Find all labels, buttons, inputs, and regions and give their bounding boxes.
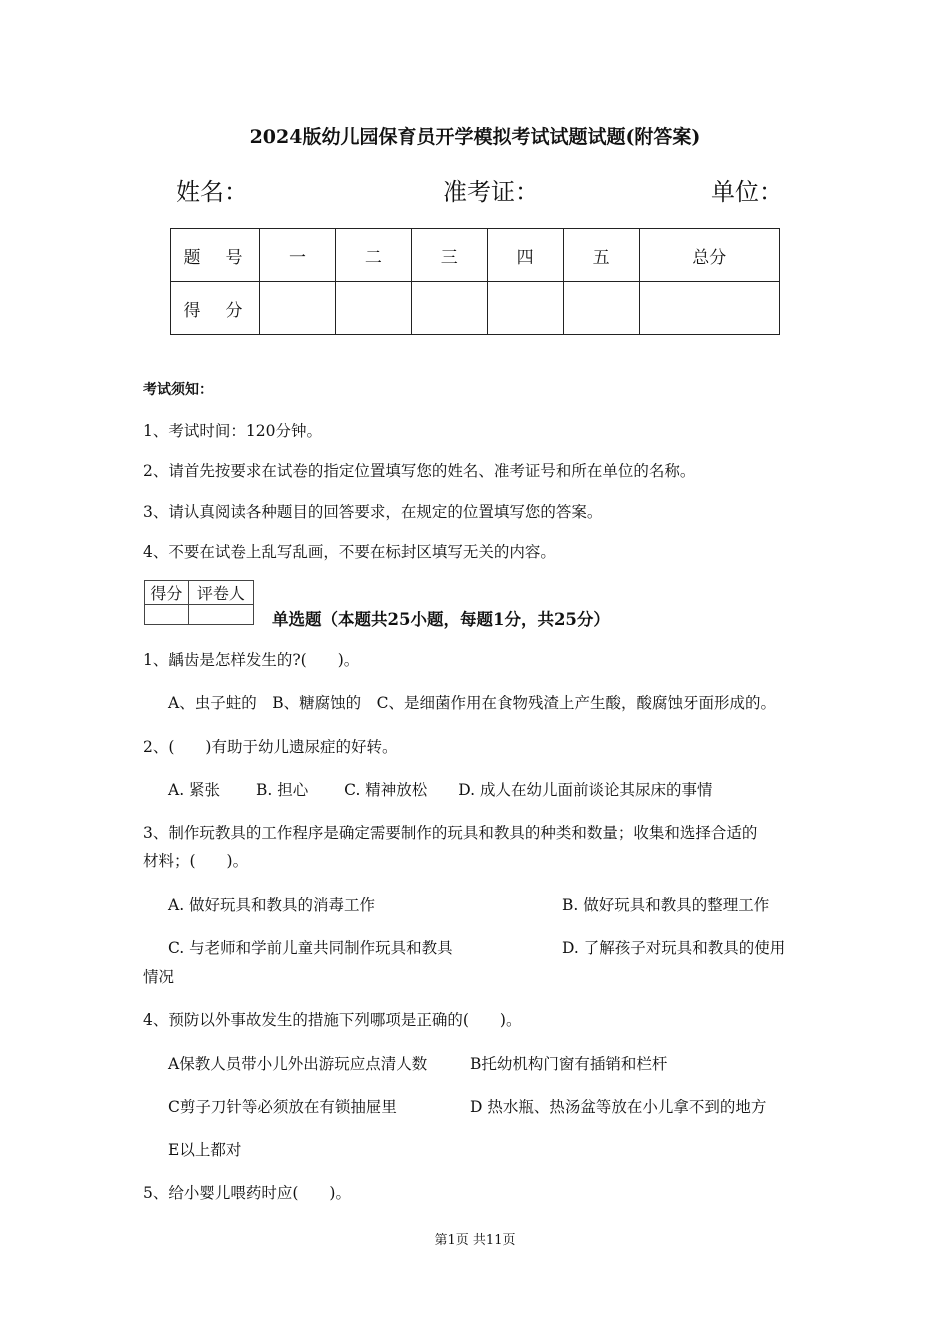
- question-3-option-b: B. 做好玩具和教具的整理工作: [562, 896, 770, 914]
- question-4-option-e: E以上都对: [168, 1141, 242, 1159]
- score-cell[interactable]: [411, 282, 487, 335]
- question-1-options: A、虫子蛀的 B、糖腐蚀的 C、是细菌作用在食物残渣上产生酸，酸腐蚀牙面形成的。: [168, 694, 776, 712]
- question-4-option-a: A保教人员带小儿外出游玩应点清人数: [168, 1055, 428, 1073]
- question-2: 2、( )有助于幼儿遗尿症的好转。: [143, 738, 398, 756]
- grader-box-grader-label: 评卷人: [188, 581, 253, 605]
- question-3-option-c: C. 与老师和学前儿童共同制作玩具和教具: [168, 939, 453, 957]
- exam-number-field-label: 准考证：: [443, 178, 539, 206]
- name-field-label: 姓名：: [176, 178, 248, 206]
- question-3-option-a: A. 做好玩具和教具的消毒工作: [168, 896, 376, 914]
- score-cell[interactable]: [563, 282, 639, 335]
- grader-box: [144, 580, 254, 625]
- score-table-header-cell: 三: [411, 229, 487, 282]
- score-cell[interactable]: [335, 282, 411, 335]
- question-4-option-c: C剪子刀针等必须放在有锁抽屉里: [168, 1098, 397, 1116]
- score-table-header-cell: 五: [563, 229, 639, 282]
- question-1: 1、龋齿是怎样发生的?( )。: [143, 651, 360, 669]
- question-4: 4、预防以外事故发生的措施下列哪项是正确的( )。: [143, 1011, 522, 1029]
- notice-item: 3、请认真阅读各种题目的回答要求，在规定的位置填写您的答案。: [143, 503, 603, 521]
- question-3-line-2: 材料；( )。: [143, 852, 249, 870]
- score-table-header-cell: 二: [335, 229, 411, 282]
- score-cell[interactable]: [487, 282, 563, 335]
- notice-item: 2、请首先按要求在试卷的指定位置填写您的姓名、准考证号和所在单位的名称。: [143, 462, 696, 480]
- score-table-header-cell: 一: [260, 229, 336, 282]
- score-row-label: 得 分: [171, 282, 260, 335]
- grader-box-score-cell[interactable]: [145, 605, 189, 625]
- question-2-options: A. 紧张 B. 担心 C. 精神放松 D. 成人在幼儿面前谈论其尿床的事情: [168, 781, 713, 799]
- score-table-score-row: [171, 282, 780, 335]
- question-4-option-b: B托幼机构门窗有插销和栏杆: [470, 1055, 668, 1073]
- question-4-option-d: D 热水瓶、热汤盆等放在小儿拿不到的地方: [470, 1098, 767, 1116]
- score-table-header-cell: 总分: [639, 229, 779, 282]
- question-3-option-d-continued: 情况: [143, 968, 175, 986]
- notice-item: 1、考试时间：120分钟。: [143, 422, 322, 440]
- grader-box-score-label: 得分: [145, 581, 189, 605]
- notice-heading: 考试须知：: [143, 382, 213, 398]
- document-title: 2024版幼儿园保育员开学模拟考试试题试题(附答案): [249, 126, 701, 148]
- unit-field-label: 单位：: [711, 178, 783, 206]
- score-cell[interactable]: [639, 282, 779, 335]
- score-table: [170, 228, 780, 335]
- question-3-option-d: D. 了解孩子对玩具和教具的使用: [562, 939, 786, 957]
- question-3-line-1: 3、制作玩教具的工作程序是确定需要制作的玩具和教具的种类和数量；收集和选择合适的: [143, 824, 758, 842]
- grader-box-grader-cell[interactable]: [188, 605, 253, 625]
- score-cell[interactable]: [260, 282, 336, 335]
- notice-item: 4、不要在试卷上乱写乱画，不要在标封区填写无关的内容。: [143, 543, 556, 561]
- page-footer: 第1页 共11页: [434, 1233, 516, 1248]
- score-table-header-row: [171, 229, 780, 282]
- score-table-header-cell: 四: [487, 229, 563, 282]
- score-table-header-cell: 题 号: [171, 229, 260, 282]
- question-5: 5、给小婴儿喂药时应( )。: [143, 1184, 351, 1202]
- section-title: 单选题（本题共25小题，每题1分，共25分）: [272, 610, 610, 629]
